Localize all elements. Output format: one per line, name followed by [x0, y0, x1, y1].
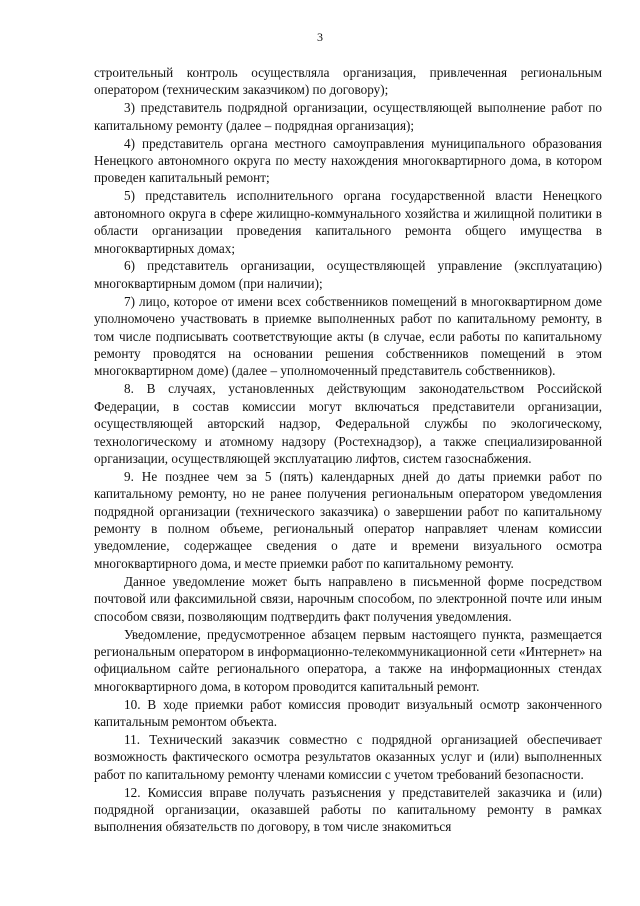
- paragraph-item-7: 7) лицо, которое от имени всех собственников помещений в многоквартирном доме уполномочено участвовать в приемке выполненных работ по капитальному ремонту, в том числе подписывать соответствующие акты (в случае, если работы по капитальному ремонту проводятся на основании решения собственников помещений в этом многоквартирном доме) (далее – уполномоченный представитель собственников).: [94, 293, 602, 379]
- paragraph-item-6: 6) представитель организации, осуществляющей управление (эксплуатацию) многоквартирным домом (при наличии);: [94, 258, 602, 291]
- paragraph-clause-9-notice: Данное уведомление может быть направлено в письменной форме посредством почтовой или факсимильной связи, нарочным способом, по электронной почте или иным способом связи, позволяющим подтвердить факт получения уведомления.: [94, 573, 602, 624]
- paragraph-clause-12: 12. Комиссия вправе получать разъяснения у представителей заказчика и (или) подрядной организации, оказавшей работы по капитальному ремонту в рамках выполнения обязательств по договору, в том числе знакомиться: [94, 784, 602, 835]
- paragraph-item-3: 3) представитель подрядной организации, осуществляющей выполнение работ по капитальному ремонту (далее – подрядная организация);: [94, 100, 602, 133]
- paragraph-clause-9-publication: Уведомление, предусмотренное абзацем первым настоящего пункта, размещается региональным оператором в информационно-телекоммуникационной сети «Интернет» на официальном сайте регионального оператора, а также на информационных стендах многоквартирного дома, в котором проводится капитальный ремонт.: [94, 626, 602, 694]
- paragraph-clause-8: 8. В случаях, установленных действующим законодательством Российской Федерации, в состав комиссии могут включаться представители организации, осуществляющей авторский надзор, Федеральной службы по экологическому, технологическому и атомному надзору (Ростехнадзор), а также специализированной организации, осуществляющей эксплуатацию лифтов, систем газоснабжения.: [94, 381, 602, 466]
- paragraph-clause-10: 10. В ходе приемки работ комиссия проводит визуальный осмотр законченного капитальным ремонтом объекта.: [94, 696, 602, 730]
- page-number: 3: [317, 30, 323, 44]
- paragraph-continuation: строительный контроль осуществляла организация, привлеченная региональным оператором (техническим заказчиком) по договору);: [94, 65, 602, 98]
- paragraph-clause-11: 11. Технический заказчик совместно с подрядной организацией обеспечивает возможность фактического осмотра результатов оказанных услуг и (или) выполненных работ по капитальному ремонту членами комиссии с учетом требований безопасности.: [94, 731, 602, 782]
- paragraph-item-5: 5) представитель исполнительного органа государственной власти Ненецкого автономного округа в сфере жилищно-коммунального хозяйства и жилищной политики в области организации проведения капитального ремонта общего имущества в многоквартирных домах;: [94, 188, 602, 256]
- document-body: [94, 64, 602, 836]
- paragraph-item-4: 4) представитель органа местного самоуправления муниципального образования Ненецкого автономного округа по месту нахождения многоквартирного дома, в котором проведен капитальный ремонт;: [94, 135, 602, 186]
- paragraph-clause-9: 9. Не позднее чем за 5 (пять) календарных дней до даты приемки работ по капитальному ремонту, но не ранее получения региональным оператором уведомления подрядной организации (технического заказчика) о завершении работ по капитальному ремонту в полном объеме, региональный оператор направляет членам комиссии уведомление, содержащее сведения о дате и времени визуального осмотра многоквартирного дома, и месте приемки работ по капитальному ремонту.: [94, 468, 602, 571]
